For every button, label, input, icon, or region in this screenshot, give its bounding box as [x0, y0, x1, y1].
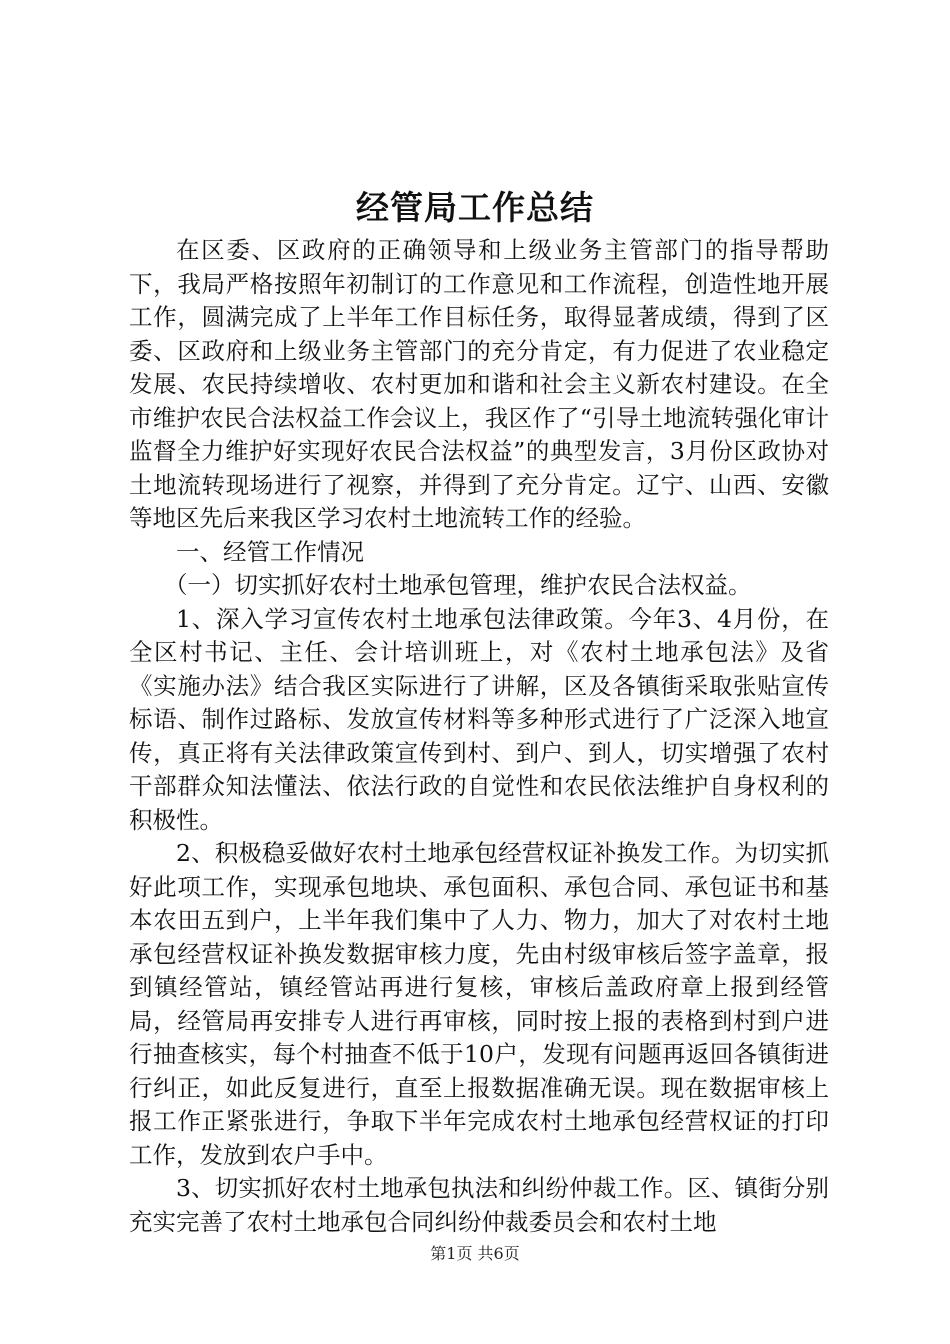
- item-paragraph-3: 3、切实抓好农村土地承包执法和纠纷仲裁工作。区、镇街分别充实完善了农村土地承包合同纠纷仲裁委员会和农村土地: [129, 1174, 829, 1236]
- item-paragraph-2: 2、积极稳妥做好农村土地承包经营权证补换发工作。为切实抓好此项工作，实现承包地块、承包面积、承包合同、承包证书和基本农田五到户，上半年我们集中了人力、物力，加大了对农村土地承包经营权证补换发数据审核力度，先由村级审核后签字盖章，报到镇经管站，镇经管站再进行复核，审核后盖政府章上报到经管局，经管局再安排专人进行再审核，同时按上报的表格到村到户进行抽查核实，每个村抽查不低于10户，发现有问题再返回各镇街进行纠正，如此反复进行，直至上报数据准确无误。现在数据审核上报工作正紧张进行，争取下半年完成农村土地承包经营权证的打印工作，发放到农户手中。: [129, 839, 829, 1169]
- item-paragraph-1: 1、深入学习宣传农村土地承包法律政策。今年3、4月份，在全区村书记、主任、会计培训班上，对《农村土地承包法》及省《实施办法》结合我区实际进行了讲解，区及各镇街采取张贴宣传标语、制作过路标、发放宣传材料等多种形式进行了广泛深入地宣传，真正将有关法律政策宣传到村、到户、到人，切实增强了农村干部群众知法懂法、依法行政的自觉性和农民依法维护自身权利的积极性。: [129, 604, 829, 834]
- intro-paragraph: 在区委、区政府的正确领导和上级业务主管部门的指导帮助下，我局严格按照年初制订的工作意见和工作流程，创造性地开展工作，圆满完成了上半年工作目标任务，取得显著成绩，得到了区委、区政府和上级业务主管部门的充分肯定，有力促进了农业稳定发展、农民持续增收、农村更加和谐和社会主义新农村建设。在全市维护农民合法权益工作会议上，我区作了“引导土地流转强化审计监督全力维护好实现好农民合法权益”的典型发言，3月份区政协对土地流转现场进行了视察，并得到了充分肯定。辽宁、山西、安徽等地区先后来我区学习农村土地流转工作的经验。: [129, 236, 829, 532]
- document-title: 经管局工作总结: [356, 188, 594, 227]
- page-indicator: 第1页 共6页: [430, 1244, 520, 1263]
- page-footer: [0, 1243, 950, 1265]
- document-body: [129, 234, 829, 1239]
- section-heading: 一、经管工作情况: [176, 537, 364, 566]
- subsection-heading: （一）切实抓好农村土地承包管理，维护农民合法权益。: [164, 571, 752, 599]
